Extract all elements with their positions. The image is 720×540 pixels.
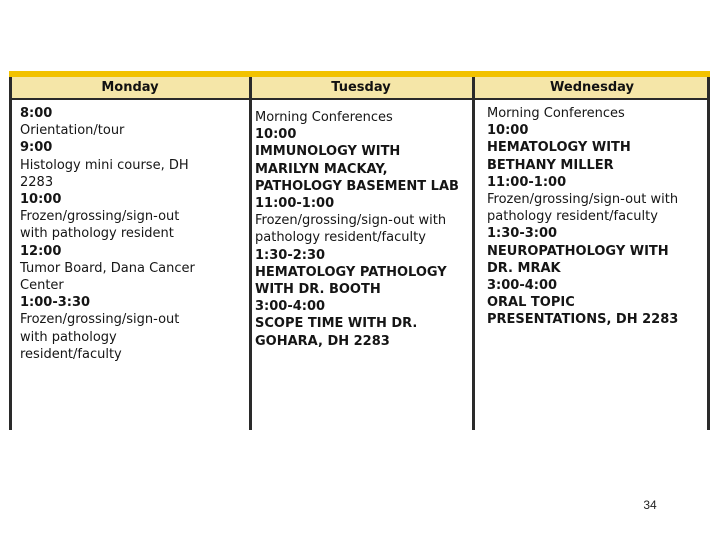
wednesday-line: 10:00 — [487, 123, 529, 139]
wednesday-column — [487, 105, 678, 329]
monday-line: with pathology — [20, 329, 117, 345]
grid-line-2 — [472, 77, 475, 430]
tuesday-line: pathology resident/faculty — [255, 230, 426, 246]
wednesday-line: DR. MRAK — [487, 260, 561, 276]
tuesday-line: 11:00-1:00 — [255, 196, 335, 212]
grid-line-1 — [249, 77, 252, 430]
monday-line: Histology mini course, DH — [20, 157, 189, 173]
monday-line: 10:00 — [20, 192, 62, 208]
monday-line: with pathology resident — [20, 226, 174, 242]
monday-line: Orientation/tour — [20, 123, 125, 139]
tuesday-line: SCOPE TIME WITH DR. — [255, 316, 418, 332]
header-wednesday: Wednesday — [550, 80, 634, 95]
header-monday: Monday — [101, 80, 159, 95]
tuesday-line: Frozen/grossing/sign-out with — [255, 213, 447, 229]
tuesday-line: MARILYN MACKAY, — [255, 161, 388, 177]
wednesday-line: HEMATOLOGY WITH — [487, 140, 631, 156]
wednesday-line: Frozen/grossing/sign-out with — [487, 192, 679, 208]
tuesday-line: 10:00 — [255, 127, 297, 143]
schedule-table — [9, 71, 710, 430]
monday-line: 9:00 — [20, 140, 53, 156]
tuesday-line: GOHARA, DH 2283 — [255, 333, 390, 349]
monday-line: Tumor Board, Dana Cancer — [20, 260, 195, 276]
tuesday-line: 1:30-2:30 — [255, 247, 326, 263]
page-number: 34 — [643, 498, 657, 512]
monday-line: Center — [20, 278, 64, 294]
grid-line-left — [9, 77, 12, 430]
wednesday-line: 1:30-3:00 — [487, 226, 558, 242]
wednesday-line: PRESENTATIONS, DH 2283 — [487, 312, 679, 328]
tuesday-line: WITH DR. BOOTH — [255, 282, 381, 298]
wednesday-line: 11:00-1:00 — [487, 174, 567, 190]
tuesday-line: IMMUNOLOGY WITH — [255, 144, 401, 160]
tuesday-line: 3:00-4:00 — [255, 299, 326, 315]
grid-line-right — [707, 77, 710, 430]
wednesday-line: 3:00-4:00 — [487, 278, 558, 294]
tuesday-line: Morning Conferences — [255, 110, 393, 125]
wednesday-line: Morning Conferences — [487, 106, 625, 121]
monday-line: 12:00 — [20, 243, 62, 259]
monday-line: Frozen/grossing/sign-out — [20, 209, 180, 225]
monday-line: resident/faculty — [20, 346, 122, 362]
wednesday-line: ORAL TOPIC — [487, 295, 575, 311]
monday-line: 2283 — [20, 174, 54, 190]
header-tuesday: Tuesday — [331, 80, 391, 95]
monday-line: Frozen/grossing/sign-out — [20, 312, 180, 328]
tuesday-line: HEMATOLOGY PATHOLOGY — [255, 264, 447, 280]
tuesday-line: PATHOLOGY BASEMENT LAB — [255, 178, 459, 194]
monday-line: 8:00 — [20, 106, 53, 121]
wednesday-line: NEUROPATHOLOGY WITH — [487, 243, 669, 259]
wednesday-line: pathology resident/faculty — [487, 209, 658, 225]
tuesday-column — [255, 109, 459, 350]
monday-line: 1:00-3:30 — [20, 295, 91, 311]
header-row — [9, 77, 710, 98]
monday-column — [20, 105, 195, 363]
header-divider — [9, 98, 710, 100]
wednesday-line: BETHANY MILLER — [487, 157, 614, 173]
